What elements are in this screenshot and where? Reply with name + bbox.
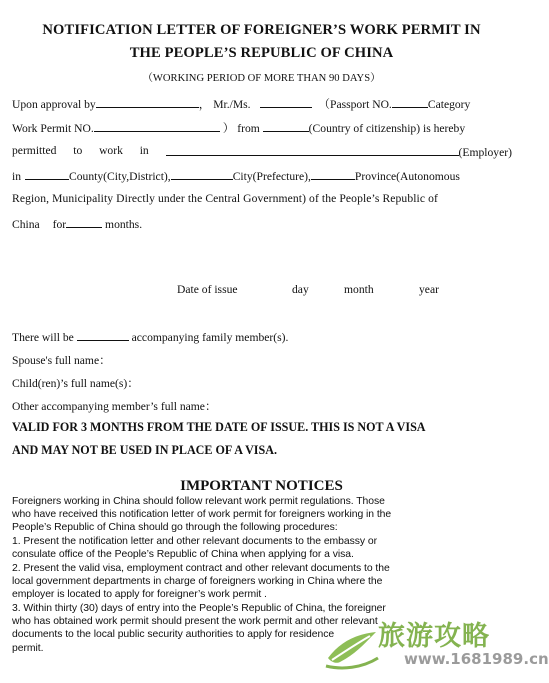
months-blank[interactable] — [66, 216, 102, 228]
document-subtitle: （WORKING PERIOD OF MORE THAN 90 DAYS） — [142, 73, 381, 84]
children-name-field: Child(ren)’s full name(s)： — [12, 377, 139, 390]
passport-blank[interactable] — [392, 96, 428, 108]
name-blank[interactable] — [260, 96, 312, 108]
notice-line: employer is located to apply for foreigner’s work permit . — [12, 589, 267, 600]
month-label: month — [344, 283, 374, 296]
approval-label: Upon approval by — [12, 98, 96, 111]
form-line-region: Region, Municipality Directly under the Central Government) of the People’s Republic of — [12, 192, 438, 205]
form-line-duration — [12, 216, 512, 231]
date-of-issue-label: Date of issue — [177, 283, 238, 296]
permitted-word: permitted — [12, 144, 57, 157]
province-blank[interactable] — [311, 168, 355, 180]
notice-line: 2. Present the valid visa, employment contract and other relevant documents to the — [12, 563, 390, 574]
category-label: Category — [427, 98, 471, 111]
spouse-name-field: Spouse's full name： — [12, 354, 111, 367]
employer-label: (Employer) — [458, 146, 512, 159]
citizenship-label: (Country of citizenship) is hereby — [308, 122, 466, 135]
to-word: to — [73, 144, 83, 157]
year-label: year — [419, 283, 439, 296]
form-line-location — [12, 168, 512, 183]
notice-line: local government departments in charge of foreigners working in China where the — [12, 576, 383, 587]
other-member-name-field: Other accompanying member’s full name： — [12, 400, 217, 413]
document-title-line-1: NOTIFICATION LETTER OF FOREIGNER’S WORK PERMIT IN — [42, 22, 481, 38]
from-label: ） from — [222, 122, 260, 135]
form-line-employer — [12, 144, 512, 159]
in-label: in — [12, 170, 22, 183]
approver-blank[interactable] — [96, 96, 199, 108]
date-of-issue-line — [177, 283, 477, 296]
province-label: Province(Autonomous — [354, 170, 460, 183]
notice-line: who have received this notification letter of work permit for foreigners working in the — [12, 509, 392, 520]
form-line-approval — [12, 96, 512, 112]
accompanying-label: accompanying family member(s). — [131, 331, 289, 344]
city-label: City(Prefecture), — [232, 170, 311, 183]
form-line-work-permit — [12, 120, 512, 136]
china-label: China — [12, 218, 40, 231]
notice-line: People’s Republic of China should go through the following procedures: — [12, 522, 338, 533]
family-count-blank[interactable] — [77, 329, 129, 341]
in-word: in — [139, 144, 149, 157]
work-permit-blank[interactable] — [94, 120, 220, 132]
watermark-url: www.1681989.cn — [404, 650, 549, 668]
site-watermark — [318, 600, 549, 683]
notice-line: Foreigners working in China should follow relevant work permit regulations. Those — [12, 496, 385, 507]
work-word: work — [99, 144, 123, 157]
document-title-line-2: THE PEOPLE’S REPUBLIC OF CHINA — [129, 45, 394, 61]
city-blank[interactable] — [171, 168, 233, 180]
important-notices-title: IMPORTANT NOTICES — [180, 478, 343, 494]
notice-line: consulate office of the People’s Republic of China when applying for a visa. — [12, 549, 354, 560]
watermark-text: 旅游攻略 — [378, 621, 490, 652]
leaf-logo-icon — [322, 612, 382, 672]
passport-label: （Passport NO. — [318, 98, 392, 111]
work-permit-label: Work Permit NO. — [12, 122, 94, 135]
notice-line: 3. Within thirty (30) days of entry into the People’s Republic of China, the foreigner — [12, 603, 386, 614]
country-blank[interactable] — [263, 120, 309, 132]
county-label: County(City,District), — [69, 170, 171, 183]
mr-ms-label: ， Mr./Ms. — [198, 98, 251, 111]
family-members-line — [12, 329, 512, 344]
there-will-be-label: There will be — [12, 331, 74, 344]
for-label: for — [52, 218, 67, 231]
notice-line: permit. — [12, 643, 44, 654]
employer-blank[interactable] — [166, 144, 459, 156]
validity-statement-line-1: VALID FOR 3 MONTHS FROM THE DATE OF ISSUE. THIS IS NOT A VISA — [12, 420, 426, 434]
county-blank[interactable] — [25, 168, 69, 180]
notice-line: 1. Present the notification letter and other relevant documents to the embassy or — [12, 536, 378, 547]
validity-statement-line-2: AND MAY NOT BE USED IN PLACE OF A VISA. — [12, 443, 277, 457]
notice-line: who has obtained work permit should present the work permit and other relevant — [12, 616, 378, 627]
months-label: months. — [105, 218, 143, 231]
notice-line: documents to the local public security authorities to apply for residence — [12, 629, 335, 640]
day-label: day — [292, 283, 309, 296]
